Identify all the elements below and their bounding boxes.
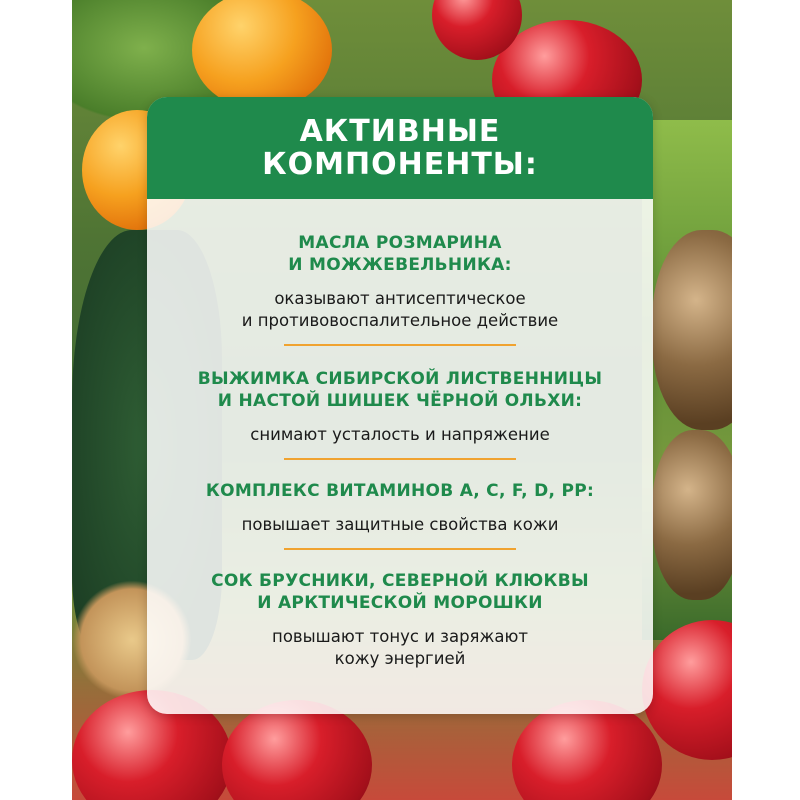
pine-cone-image bbox=[652, 430, 732, 600]
divider bbox=[284, 548, 516, 550]
pine-cone-image bbox=[652, 230, 732, 430]
ingredient-section-juices bbox=[147, 570, 653, 670]
ingredient-section-vitamins bbox=[147, 480, 653, 536]
panel-header bbox=[147, 97, 653, 199]
ingredient-title: МАСЛА РОЗМАРИНА И МОЖЖЕВЕЛЬНИКА: bbox=[288, 233, 512, 275]
ingredient-section-larch bbox=[147, 368, 653, 446]
divider bbox=[284, 458, 516, 460]
ingredient-description: снимают усталость и напряжение bbox=[250, 425, 550, 444]
cloudberry-image bbox=[192, 0, 332, 110]
ingredient-title: ВЫЖИМКА СИБИРСКОЙ ЛИСТВЕННИЦЫ И НАСТОЙ ШИШЕК ЧЁРНОЙ ОЛЬХИ: bbox=[197, 369, 603, 411]
ingredient-description: повышают тонус и заряжают кожу энергией bbox=[272, 627, 528, 668]
ingredient-description: оказывают антисептическое и противовоспалительное действие bbox=[241, 289, 559, 330]
cranberry-image bbox=[222, 700, 372, 800]
ingredient-description: повышает защитные свойства кожи bbox=[241, 515, 559, 534]
ingredient-title: СОК БРУСНИКИ, СЕВЕРНОЙ КЛЮКВЫ И АРКТИЧЕСКОЙ МОРОШКИ bbox=[211, 571, 589, 613]
ingredients-panel bbox=[147, 97, 653, 714]
divider bbox=[284, 344, 516, 346]
panel-title: АКТИВНЫЕ КОМПОНЕНТЫ: bbox=[262, 114, 538, 182]
ingredient-section-oils bbox=[147, 232, 653, 332]
ingredient-title: КОМПЛЕКС ВИТАМИНОВ А, C, F, D, PP: bbox=[205, 481, 595, 501]
cranberry-image bbox=[512, 700, 662, 800]
